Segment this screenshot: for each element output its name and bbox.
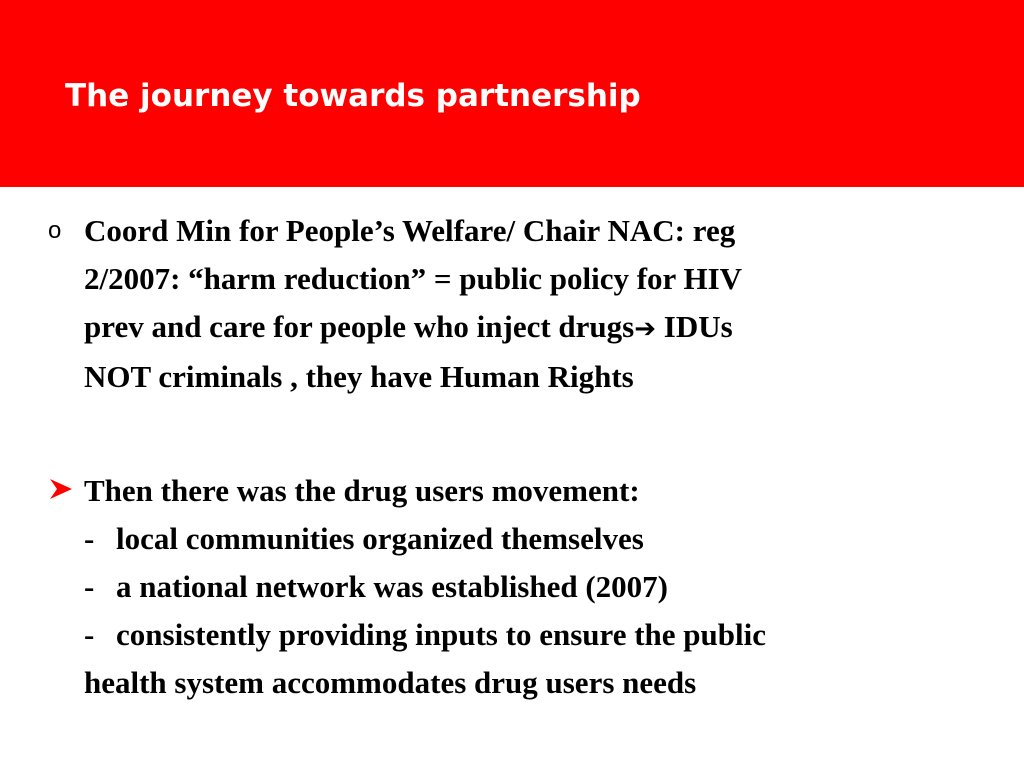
red-arrowhead-bullet-icon — [48, 477, 74, 501]
bullet-text-movement — [84, 467, 974, 707]
title-banner — [0, 0, 1024, 187]
sub-item — [84, 563, 974, 611]
bullet-line: 2/2007: “harm reduction” = public policy for HIV — [84, 261, 743, 296]
sub-item-continuation: health system accommodates drug users needs — [84, 665, 697, 700]
sub-item-text: local communities organized themselves — [116, 521, 644, 556]
dash-marker: - — [84, 521, 95, 556]
slide-title: The journey towards partnership — [65, 78, 641, 114]
bullet-item-movement — [48, 467, 978, 717]
bullet-heading: Then there was the drug users movement: — [84, 473, 640, 508]
right-arrow-icon: ➔ — [634, 314, 657, 344]
bullet-line: Coord Min for People’s Welfare/ Chair NAC: reg — [84, 213, 736, 248]
sub-item — [84, 611, 974, 659]
dash-marker: - — [84, 617, 95, 652]
bullet-line-text: prev and care for people who inject drugs — [84, 309, 635, 344]
dash-marker: - — [84, 569, 95, 604]
bullet-item-policy — [48, 207, 978, 407]
sub-item-text: consistently providing inputs to ensure the public — [116, 617, 766, 652]
hollow-circle-bullet-icon: o — [48, 217, 62, 244]
bullet-line — [84, 303, 974, 353]
bullet-line: NOT criminals , they have Human Rights — [84, 359, 634, 394]
sub-item — [84, 515, 974, 563]
bullet-line-text: IDUs — [656, 309, 733, 344]
bullet-text-policy — [84, 207, 974, 401]
sub-item-text: a national network was established (2007) — [116, 569, 669, 604]
